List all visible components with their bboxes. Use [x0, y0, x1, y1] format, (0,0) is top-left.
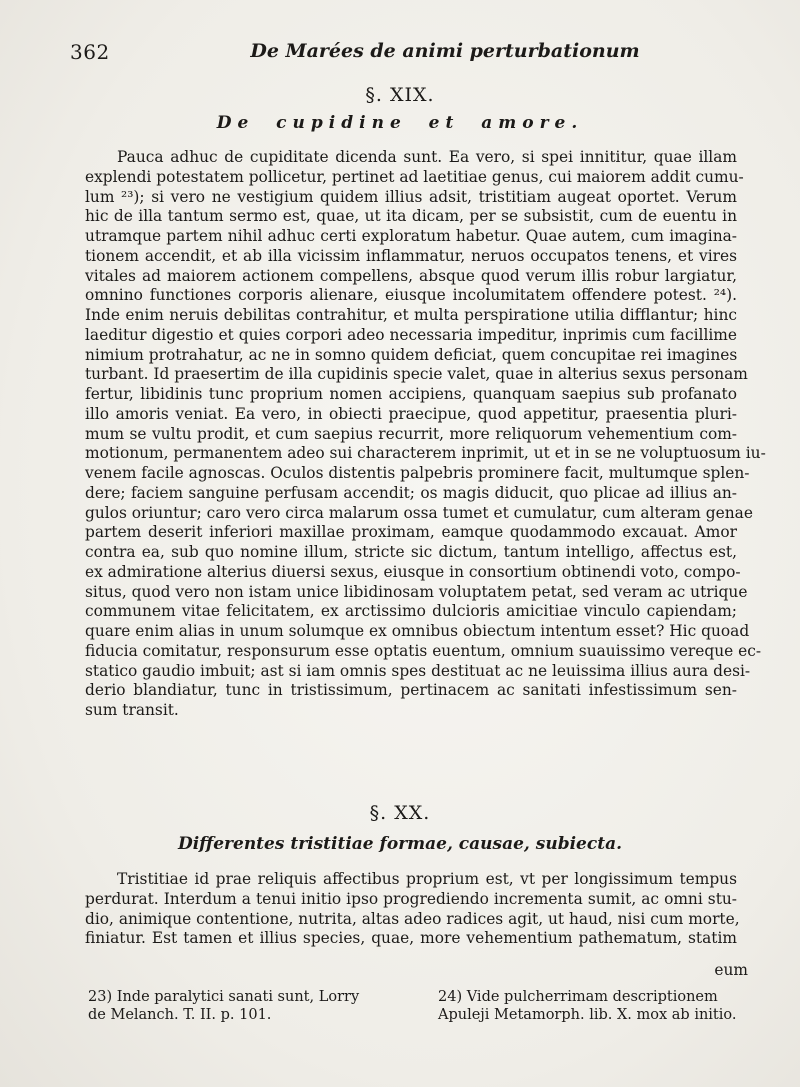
text-line: partem deserit inferiori maxillae proximam, eamque quodammodo excauat. Amor [85, 523, 737, 542]
page-header [70, 40, 750, 66]
text-line: quare enim alias in unum solumque ex omnibus obiectum intentum esset? Hic quoad [85, 622, 750, 640]
text-line: Tristitiae id prae reliquis affectibus proprium est, vt per longissimum tempus [117, 870, 737, 888]
text-line: gulos oriuntur; caro vero circa malarum ossa tumet et cumulatur, cum alteram genae [85, 503, 753, 522]
text-line: situs, quod vero non istam unice libidinosam voluptatem petat, sed veram ac utrique [85, 582, 748, 601]
text-line: communem vitae felicitatem, ex arctissimo dulcioris amicitiae vinculo capiendam; [85, 602, 737, 621]
text-line: dio, animique contentione, nutrita, altas adeo radices agit, ut haud, nisi cum morte, [85, 909, 740, 928]
text-line: contra ea, sub quo nomine illum, stricte sic dictum, tantum intelligo, affectus est, [85, 543, 737, 561]
text-line: Pauca adhuc de cupiditate dicenda sunt. Ea vero, si spei innititur, quae illam [117, 148, 737, 166]
text-line: finiatur. Est tamen et illius species, quae, more vehementium pathematum, statim [85, 929, 737, 948]
text-line: hic de illa tantum sermo est, quae, ut ita dicam, per se subsistit, cum de euentu in [85, 207, 737, 226]
catchword: eum [714, 961, 748, 979]
text-line: explendi potestatem pollicetur, pertinet ad laetitiae genus, cui maiorem addit cumu- [85, 167, 744, 186]
text-line: turbant. Id praesertim de illa cupidinis specie valet, quae in alterius sexus personam [85, 365, 748, 384]
page-number: 362 [70, 40, 110, 64]
text-line: ex admiratione alterius diuersi sexus, eiusque in consortium obtinendi voto, compo- [85, 562, 741, 581]
text-line: statico gaudio imbuit; ast si iam omnis spes destituat ac ne leuissima illius aura desi- [85, 661, 751, 680]
text-line: Inde enim neruis debilitas contrahitur, et multa perspiratione utilia difflantur; hinc [85, 306, 737, 324]
text-line: nimium protrahatur, ac ne in somno quidem deficiat, quem concupitae rei imagines [85, 345, 738, 364]
text-line: utramque partem nihil adhuc certi exploratum habetur. Quae autem, cum imagina- [85, 227, 737, 245]
section-heading-xx: §. XX. [369, 802, 431, 824]
text-line: perdurat. Interdum a tenui initio ipso progrediendo incrementa sumit, ac omni stu- [85, 889, 737, 908]
text-line: fiducia comitatur, responsurum esse optatis euentum, omnium suauissimo vereque ec- [85, 641, 762, 660]
text-line: illo amoris veniat. Ea vero, in obiecti praecipue, quod appetitur, praesentia pluri- [85, 404, 737, 423]
footnote-23-line2: de Melanch. T. II. p. 101. [88, 1007, 272, 1023]
text-line: tionem accendit, et ab illa vicissim inflammatur, neruos occupatos tenens, et vires [85, 246, 737, 265]
text-line: derio blandiatur, tunc in tristissimum, pertinacem ac sanitati infestissimum sen- [85, 681, 737, 700]
footnote-24-line1: 24) Vide pulcherrimam descriptionem [438, 989, 718, 1005]
section-heading-xix: §. XIX. [365, 84, 435, 106]
section-subtitle-xx: Differentes tristitiae formae, causae, subiecta. [177, 834, 623, 854]
footnote-24-line2: Apuleji Metamorph. lib. X. mox ab initio. [438, 1007, 737, 1023]
text-line: fertur, libidinis tunc proprium nomen accipiens, quanquam saepius sub profanato [85, 385, 737, 403]
text-line: venem facile agnoscas. Oculos distentis palpebris prominere facit, multumque splen- [85, 464, 750, 482]
section-subtitle-xix: De cupidine et amore. [216, 113, 584, 133]
text-line: motionum, permanentem adeo sui characterem inprimit, ut et in se ne voluptuosum iu- [85, 444, 766, 463]
footnote-24 [438, 988, 736, 1024]
section-xix-text [85, 148, 766, 721]
section-xx-text [85, 870, 740, 949]
text-line: sum transit. [85, 701, 179, 719]
text-line: mum se vultu prodit, et cum saepius recurrit, more reliquorum vehementium com- [85, 424, 737, 443]
text-line: dere; faciem sanguine perfusam accendit; os magis diducit, quo plicae ad illius an- [85, 483, 737, 502]
footnote-23-line1: 23) Inde paralytici sanati sunt, Lorry [88, 989, 360, 1005]
text-line: laeditur digestio et quies corpori adeo necessaria impeditur, inprimis cum facillime [85, 325, 737, 344]
footnote-23 [88, 988, 359, 1024]
text-line: lum ²³); si vero ne vestigium quidem illius adsit, tristitiam augeat oportet. Verum [85, 187, 737, 206]
text-line: vitales ad maiorem actionem compellens, absque quod verum illis robur largiatur, [85, 266, 737, 285]
text-line: omnino functiones corporis alienare, eiusque incolumitatem offendere potest. ²⁴). [85, 286, 737, 305]
running-title: De Marées de animi perturbationum [250, 40, 640, 62]
